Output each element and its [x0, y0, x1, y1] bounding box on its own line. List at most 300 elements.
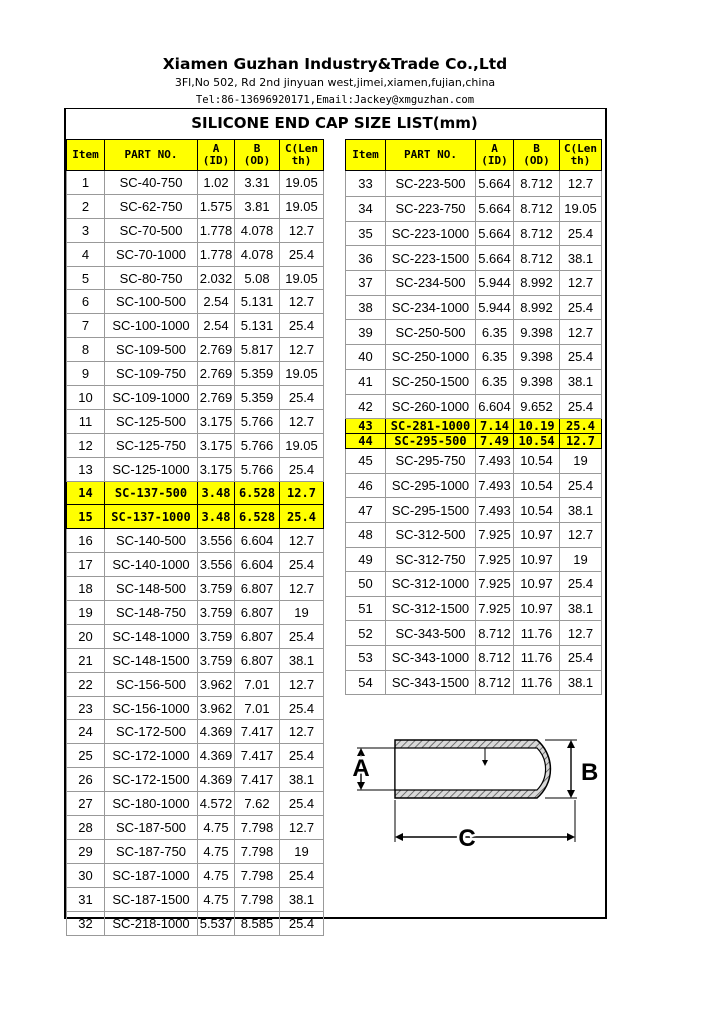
table-row [346, 645, 602, 670]
cell-a-id: 6.604 [476, 394, 514, 419]
table-row [346, 394, 602, 419]
cell-item: 41 [346, 369, 386, 394]
table-row [67, 696, 324, 720]
cell-c-length: 25.4 [280, 624, 324, 648]
cell-part-no: SC-70-500 [105, 218, 198, 242]
cell-item: 3 [67, 218, 105, 242]
cell-part-no: SC-187-1000 [105, 863, 198, 887]
cell-item: 52 [346, 621, 386, 646]
cell-item: 48 [346, 522, 386, 547]
end-cap-diagram [345, 718, 599, 852]
cell-part-no: SC-187-500 [105, 816, 198, 840]
cell-part-no: SC-148-500 [105, 577, 198, 601]
cell-c-length: 12.7 [560, 320, 602, 345]
table-row [67, 816, 324, 840]
cell-b-od: 7.62 [235, 792, 280, 816]
cell-c-length: 19.05 [280, 266, 324, 290]
cell-b-od: 7.01 [235, 672, 280, 696]
cell-b-od: 8.712 [514, 171, 560, 197]
cell-c-length: 12.7 [280, 529, 324, 553]
cell-item: 37 [346, 271, 386, 296]
col-a-header: A (ID) [476, 140, 514, 171]
cell-part-no: SC-295-1000 [386, 473, 476, 498]
table-row [346, 295, 602, 320]
cell-a-id: 2.769 [198, 338, 235, 362]
cell-c-length: 25.4 [280, 792, 324, 816]
cell-c-length: 25.4 [280, 242, 324, 266]
cell-part-no: SC-187-750 [105, 839, 198, 863]
cell-a-id: 7.493 [476, 498, 514, 523]
cell-c-length: 19.05 [560, 197, 602, 222]
cell-c-length: 38.1 [560, 369, 602, 394]
table-row [67, 386, 324, 410]
col-c-header: C(Len th) [280, 140, 324, 171]
cell-item: 10 [67, 386, 105, 410]
cell-c-length: 12.7 [560, 171, 602, 197]
cell-item: 40 [346, 345, 386, 370]
cell-c-length: 25.4 [560, 419, 602, 434]
cell-a-id: 5.664 [476, 197, 514, 222]
cell-c-length: 25.4 [560, 645, 602, 670]
cell-a-id: 3.48 [198, 505, 235, 529]
table-row [67, 457, 324, 481]
cell-a-id: 1.02 [198, 171, 235, 195]
cell-item: 1 [67, 171, 105, 195]
cell-item: 46 [346, 473, 386, 498]
company-name: Xiamen Guzhan Industry&Trade Co.,Ltd [162, 55, 508, 73]
cell-item: 8 [67, 338, 105, 362]
cell-c-length: 19.05 [280, 171, 324, 195]
table-row [67, 242, 324, 266]
cell-item: 51 [346, 596, 386, 621]
cell-a-id: 5.944 [476, 271, 514, 296]
cell-part-no: SC-295-500 [386, 434, 476, 449]
cell-a-id: 3.175 [198, 409, 235, 433]
cell-part-no: SC-180-1000 [105, 792, 198, 816]
cell-b-od: 8.585 [235, 911, 280, 935]
cell-c-length: 25.4 [280, 386, 324, 410]
cell-a-id: 4.75 [198, 839, 235, 863]
table-row [67, 218, 324, 242]
cell-b-od: 5.817 [235, 338, 280, 362]
cell-part-no: SC-223-500 [386, 171, 476, 197]
cell-c-length: 25.4 [560, 295, 602, 320]
cell-a-id: 8.712 [476, 645, 514, 670]
col-item-header: Item [67, 140, 105, 171]
table-row [67, 529, 324, 553]
cell-b-od: 11.76 [514, 645, 560, 670]
cell-c-length: 25.4 [280, 696, 324, 720]
cell-b-od: 10.97 [514, 596, 560, 621]
diagram-label-c: C [458, 825, 476, 852]
cell-c-length: 38.1 [560, 246, 602, 271]
cell-c-length: 12.7 [280, 218, 324, 242]
cell-b-od: 7.417 [235, 744, 280, 768]
cell-c-length: 12.7 [280, 481, 324, 505]
cell-c-length: 38.1 [560, 670, 602, 695]
table-row [346, 246, 602, 271]
cell-b-od: 6.528 [235, 505, 280, 529]
cell-item: 12 [67, 433, 105, 457]
cell-part-no: SC-295-750 [386, 449, 476, 474]
cell-b-od: 8.712 [514, 197, 560, 222]
cell-a-id: 3.962 [198, 672, 235, 696]
cell-item: 39 [346, 320, 386, 345]
cell-a-id: 2.769 [198, 386, 235, 410]
cell-c-length: 25.4 [280, 744, 324, 768]
cell-part-no: SC-109-1000 [105, 386, 198, 410]
cell-b-od: 8.992 [514, 271, 560, 296]
cell-c-length: 12.7 [280, 672, 324, 696]
table-row [67, 194, 324, 218]
cell-part-no: SC-125-750 [105, 433, 198, 457]
cell-b-od: 5.766 [235, 433, 280, 457]
cell-item: 15 [67, 505, 105, 529]
table-row [67, 409, 324, 433]
cell-part-no: SC-62-750 [105, 194, 198, 218]
table-row [67, 792, 324, 816]
cell-item: 32 [67, 911, 105, 935]
cell-item: 33 [346, 171, 386, 197]
cell-a-id: 2.769 [198, 362, 235, 386]
cell-a-id: 4.75 [198, 816, 235, 840]
cell-item: 31 [67, 887, 105, 911]
cell-item: 30 [67, 863, 105, 887]
cell-c-length: 25.4 [280, 553, 324, 577]
cell-b-od: 9.398 [514, 320, 560, 345]
table-row [346, 419, 602, 434]
cell-b-od: 4.078 [235, 218, 280, 242]
cell-c-length: 38.1 [280, 768, 324, 792]
cell-part-no: SC-125-1000 [105, 457, 198, 481]
cell-a-id: 3.175 [198, 433, 235, 457]
cell-b-od: 6.807 [235, 577, 280, 601]
cell-item: 50 [346, 572, 386, 597]
cell-b-od: 6.528 [235, 481, 280, 505]
cell-item: 49 [346, 547, 386, 572]
cell-part-no: SC-343-1500 [386, 670, 476, 695]
cell-part-no: SC-312-1000 [386, 572, 476, 597]
table-row [67, 577, 324, 601]
cell-part-no: SC-187-1500 [105, 887, 198, 911]
cell-b-od: 10.97 [514, 572, 560, 597]
cell-b-od: 10.97 [514, 547, 560, 572]
cell-b-od: 5.131 [235, 290, 280, 314]
cell-a-id: 2.54 [198, 314, 235, 338]
cell-c-length: 19 [560, 547, 602, 572]
cell-c-length: 12.7 [280, 409, 324, 433]
cell-item: 20 [67, 624, 105, 648]
cell-item: 35 [346, 221, 386, 246]
cell-item: 18 [67, 577, 105, 601]
table-row [346, 197, 602, 222]
cell-part-no: SC-100-1000 [105, 314, 198, 338]
cell-a-id: 7.493 [476, 449, 514, 474]
cell-c-length: 12.7 [560, 621, 602, 646]
cell-item: 21 [67, 648, 105, 672]
cell-a-id: 4.369 [198, 744, 235, 768]
cell-a-id: 4.75 [198, 863, 235, 887]
cell-a-id: 5.664 [476, 246, 514, 271]
table-row [67, 768, 324, 792]
size-table-right [345, 139, 602, 695]
cell-a-id: 1.778 [198, 218, 235, 242]
cell-part-no: SC-156-500 [105, 672, 198, 696]
cell-part-no: SC-223-1000 [386, 221, 476, 246]
table-row [67, 553, 324, 577]
cell-b-od: 6.807 [235, 648, 280, 672]
cell-item: 17 [67, 553, 105, 577]
cell-b-od: 11.76 [514, 621, 560, 646]
table-row [346, 434, 602, 449]
cell-a-id: 7.493 [476, 473, 514, 498]
cell-part-no: SC-234-500 [386, 271, 476, 296]
table-row [67, 648, 324, 672]
cell-part-no: SC-156-1000 [105, 696, 198, 720]
cell-c-length: 19.05 [280, 433, 324, 457]
sheet-title: SILICONE END CAP SIZE LIST(mm) [191, 114, 478, 132]
col-a-header: A (ID) [198, 140, 235, 171]
cell-item: 29 [67, 839, 105, 863]
table-row [346, 522, 602, 547]
cell-b-od: 7.417 [235, 720, 280, 744]
cell-b-od: 10.54 [514, 449, 560, 474]
cell-a-id: 5.537 [198, 911, 235, 935]
cell-b-od: 7.798 [235, 839, 280, 863]
table-row [67, 839, 324, 863]
cell-item: 34 [346, 197, 386, 222]
cell-a-id: 3.759 [198, 648, 235, 672]
cell-c-length: 12.7 [280, 816, 324, 840]
table-row [346, 572, 602, 597]
cell-part-no: SC-250-1500 [386, 369, 476, 394]
cell-b-od: 10.19 [514, 419, 560, 434]
cell-part-no: SC-218-1000 [105, 911, 198, 935]
table-row [67, 290, 324, 314]
table-row [67, 266, 324, 290]
table-row [67, 720, 324, 744]
cell-a-id: 8.712 [476, 621, 514, 646]
cell-a-id: 3.556 [198, 553, 235, 577]
cell-part-no: SC-172-1000 [105, 744, 198, 768]
cell-part-no: SC-343-1000 [386, 645, 476, 670]
table-row [67, 672, 324, 696]
cell-b-od: 5.766 [235, 457, 280, 481]
cell-a-id: 2.54 [198, 290, 235, 314]
cell-c-length: 25.4 [560, 473, 602, 498]
cell-b-od: 11.76 [514, 670, 560, 695]
table-row [67, 338, 324, 362]
cell-c-length: 25.4 [280, 863, 324, 887]
cell-item: 28 [67, 816, 105, 840]
cell-c-length: 25.4 [560, 572, 602, 597]
cell-c-length: 19 [280, 601, 324, 625]
cell-part-no: SC-137-1000 [105, 505, 198, 529]
size-table-left [66, 139, 324, 936]
cell-item: 16 [67, 529, 105, 553]
cell-part-no: SC-109-500 [105, 338, 198, 362]
table-header-row [346, 140, 602, 171]
cell-a-id: 6.35 [476, 320, 514, 345]
cell-b-od: 3.31 [235, 171, 280, 195]
cell-b-od: 6.807 [235, 624, 280, 648]
cell-c-length: 12.7 [280, 720, 324, 744]
cell-a-id: 6.35 [476, 369, 514, 394]
cell-b-od: 10.54 [514, 498, 560, 523]
cell-c-length: 12.7 [560, 271, 602, 296]
table-header-row [67, 140, 324, 171]
cell-c-length: 25.4 [560, 221, 602, 246]
cell-c-length: 25.4 [280, 314, 324, 338]
cell-b-od: 7.798 [235, 863, 280, 887]
cell-part-no: SC-137-500 [105, 481, 198, 505]
table-row [346, 621, 602, 646]
cell-a-id: 3.759 [198, 624, 235, 648]
table-row [67, 171, 324, 195]
cell-c-length: 38.1 [280, 648, 324, 672]
table-row [346, 670, 602, 695]
diagram-label-a: A [352, 755, 370, 782]
cell-part-no: SC-250-500 [386, 320, 476, 345]
cell-b-od: 4.078 [235, 242, 280, 266]
table-row [346, 596, 602, 621]
cell-item: 53 [346, 645, 386, 670]
cell-c-length: 38.1 [280, 887, 324, 911]
cell-item: 13 [67, 457, 105, 481]
cell-item: 6 [67, 290, 105, 314]
cell-a-id: 7.49 [476, 434, 514, 449]
cell-part-no: SC-109-750 [105, 362, 198, 386]
cell-part-no: SC-223-1500 [386, 246, 476, 271]
cell-part-no: SC-281-1000 [386, 419, 476, 434]
col-b-header: B (OD) [235, 140, 280, 171]
cell-c-length: 38.1 [560, 596, 602, 621]
cell-b-od: 8.992 [514, 295, 560, 320]
cell-a-id: 3.175 [198, 457, 235, 481]
cell-a-id: 4.572 [198, 792, 235, 816]
cell-b-od: 5.359 [235, 362, 280, 386]
cell-part-no: SC-140-1000 [105, 553, 198, 577]
cell-a-id: 1.778 [198, 242, 235, 266]
cell-a-id: 3.759 [198, 577, 235, 601]
cell-part-no: SC-312-1500 [386, 596, 476, 621]
cell-part-no: SC-223-750 [386, 197, 476, 222]
table-row [67, 744, 324, 768]
cell-item: 19 [67, 601, 105, 625]
table-row [346, 369, 602, 394]
cell-b-od: 7.798 [235, 816, 280, 840]
table-row [67, 887, 324, 911]
cell-part-no: SC-40-750 [105, 171, 198, 195]
cell-item: 7 [67, 314, 105, 338]
cell-c-length: 12.7 [560, 434, 602, 449]
cell-part-no: SC-250-1000 [386, 345, 476, 370]
cell-a-id: 5.664 [476, 171, 514, 197]
cell-part-no: SC-148-1000 [105, 624, 198, 648]
cell-a-id: 5.944 [476, 295, 514, 320]
cell-b-od: 3.81 [235, 194, 280, 218]
cell-part-no: SC-80-750 [105, 266, 198, 290]
cell-b-od: 6.604 [235, 553, 280, 577]
cell-c-length: 19 [280, 839, 324, 863]
cell-part-no: SC-260-1000 [386, 394, 476, 419]
cell-a-id: 3.962 [198, 696, 235, 720]
cell-c-length: 25.4 [280, 457, 324, 481]
table-row [67, 624, 324, 648]
cell-item: 25 [67, 744, 105, 768]
cell-item: 38 [346, 295, 386, 320]
cell-item: 47 [346, 498, 386, 523]
col-b-header: B (OD) [514, 140, 560, 171]
cell-a-id: 7.925 [476, 572, 514, 597]
table-row [346, 498, 602, 523]
cell-b-od: 10.97 [514, 522, 560, 547]
cell-b-od: 9.398 [514, 369, 560, 394]
cell-item: 42 [346, 394, 386, 419]
cell-part-no: SC-172-1500 [105, 768, 198, 792]
cell-a-id: 4.75 [198, 887, 235, 911]
cell-item: 11 [67, 409, 105, 433]
cell-a-id: 1.575 [198, 194, 235, 218]
cell-c-length: 19.05 [280, 194, 324, 218]
table-row [346, 547, 602, 572]
cell-a-id: 8.712 [476, 670, 514, 695]
cell-b-od: 5.08 [235, 266, 280, 290]
table-row [67, 911, 324, 935]
cell-b-od: 7.798 [235, 887, 280, 911]
cell-item: 24 [67, 720, 105, 744]
cell-a-id: 5.664 [476, 221, 514, 246]
cell-part-no: SC-125-500 [105, 409, 198, 433]
cell-c-length: 25.4 [560, 345, 602, 370]
table-row [67, 505, 324, 529]
cell-b-od: 6.604 [235, 529, 280, 553]
cell-b-od: 10.54 [514, 434, 560, 449]
cell-c-length: 12.7 [560, 522, 602, 547]
cell-b-od: 8.712 [514, 246, 560, 271]
cell-b-od: 6.807 [235, 601, 280, 625]
cell-part-no: SC-148-750 [105, 601, 198, 625]
table-row [67, 362, 324, 386]
cell-b-od: 5.131 [235, 314, 280, 338]
col-part-header: PART NO. [386, 140, 476, 171]
cell-part-no: SC-312-750 [386, 547, 476, 572]
table-row [346, 473, 602, 498]
cell-a-id: 3.48 [198, 481, 235, 505]
cell-item: 14 [67, 481, 105, 505]
cell-part-no: SC-140-500 [105, 529, 198, 553]
cell-item: 26 [67, 768, 105, 792]
table-row [67, 863, 324, 887]
cell-c-length: 12.7 [280, 338, 324, 362]
cell-c-length: 19 [560, 449, 602, 474]
cell-part-no: SC-172-500 [105, 720, 198, 744]
table-row [346, 345, 602, 370]
cell-item: 43 [346, 419, 386, 434]
table-row [67, 601, 324, 625]
cell-a-id: 2.032 [198, 266, 235, 290]
cell-c-length: 25.4 [560, 394, 602, 419]
cell-c-length: 12.7 [280, 577, 324, 601]
cap-inner-cavity [395, 748, 546, 790]
cell-c-length: 25.4 [280, 911, 324, 935]
cell-b-od: 7.417 [235, 768, 280, 792]
cell-item: 45 [346, 449, 386, 474]
cell-b-od: 7.01 [235, 696, 280, 720]
table-row [346, 449, 602, 474]
cell-a-id: 7.14 [476, 419, 514, 434]
cell-a-id: 3.759 [198, 601, 235, 625]
